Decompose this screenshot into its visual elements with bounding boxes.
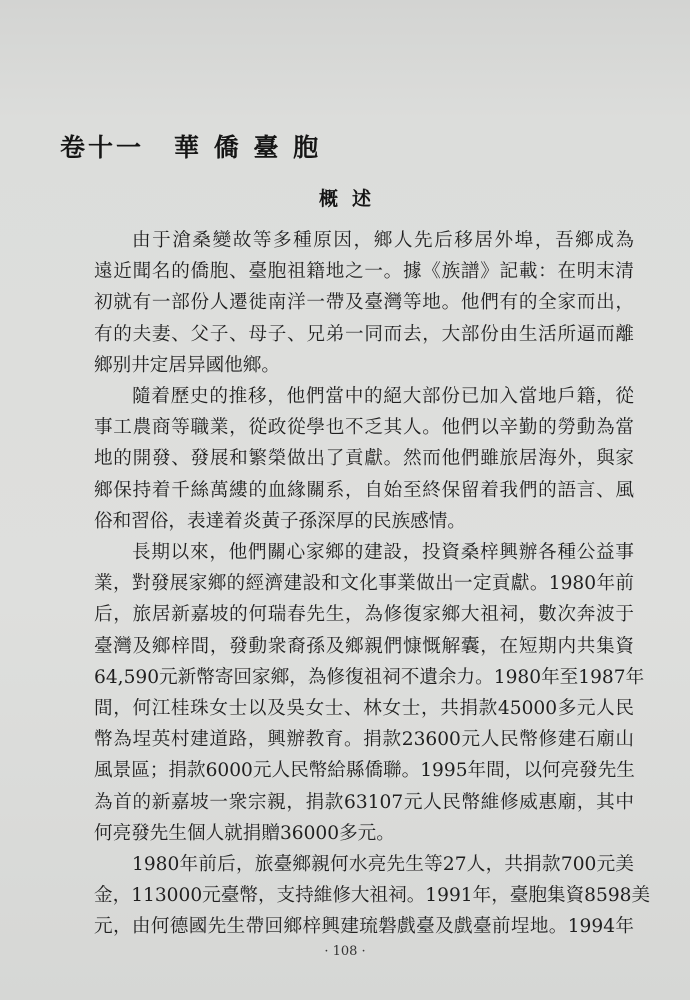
text-line: 何亮發先生個人就捐贈36000多元。 [94,822,395,844]
text-line: 業，對發展家鄉的經濟建設和文化事業做出一定貢獻。1980年前 [94,573,634,595]
section-title: 概述 [318,188,385,210]
text-line: 后，旅居新嘉坡的何瑞春先生，為修復家鄉大祖祠，數次奔波于 [94,604,634,626]
text-line: 長期以來，他們關心家鄉的建設，投資桑梓興辦各種公益事 [132,542,634,564]
paragraph-1 [94,225,634,381]
text-line: 遠近聞名的僑胞、臺胞祖籍地之一。據《族譜》記載：在明末清 [94,261,634,283]
text-line: 間，何江桂珠女士以及吳女士、林女士，共捐款45000多元人民 [94,698,634,720]
text-line: 鄉保持着千絲萬縷的血緣關系，自始至終保留着我們的語言、風 [94,479,634,501]
paragraph-4 [94,849,651,943]
text-line: 64,590元新幣寄回家鄉，為修復祖祠不遺余力。1980年至1987年 [94,666,645,688]
text-line: 地的開發、發展和繁榮做出了貢獻。然而他們雖旅居海外，與家 [94,448,634,470]
text-line: 俗和習俗，表達着炎黃子孫深厚的民族感情。 [94,510,466,532]
text-line: 元，由何德國先生帶回鄉梓興建琉磐戲臺及戲臺前埕地。1994年 [94,916,634,938]
text-line: 由于滄桑變故等多種原因，鄉人先后移居外埠，吾鄉成為 [132,230,634,251]
text-line: 幣為埕英村建道路，興辦教育。捐款23600元人民幣修建石廟山 [94,729,634,751]
page-number: · 108 · [324,944,366,959]
text-line: 臺灣及鄉梓間，發動衆裔孫及鄉親們慷慨解囊，在短期内共集資 [94,635,634,657]
chapter-title [60,128,321,164]
chapter-number: 卷十一 [60,133,145,162]
body-text [94,225,651,943]
paragraph-2 [94,381,634,537]
text-line: 隨着歷史的推移，他們當中的絕大部份已加入當地戶籍，從 [132,386,634,408]
text-line: 初就有一部份人遷徙南洋一帶及臺灣等地。他們有的全家而出， [94,292,634,314]
text-line: 事工農商等職業，從政從學也不乏其人。他們以辛勤的勞動為當 [94,417,634,439]
chapter-name: 華 僑 臺 胞 [174,133,322,162]
text-line: 為首的新嘉坡一衆宗親，捐款63107元人民幣維修威惠廟，其中 [94,791,634,813]
text-line: 金，113000元臺幣，支持維修大祖祠。1991年，臺胞集資8598美 [94,885,651,907]
text-line: 鄉别井定居异國他鄉。 [94,354,280,376]
text-line: 1980年前后，旅臺鄉親何水亮先生等27人，共捐款700元美 [132,854,634,876]
text-line: 有的夫妻、父子、母子、兄弟一同而去，大部份由生活所逼而離 [94,323,634,345]
text-line: 風景區；捐款6000元人民幣給縣僑聯。1995年間，以何亮發先生 [94,760,635,782]
paragraph-3 [94,537,645,849]
